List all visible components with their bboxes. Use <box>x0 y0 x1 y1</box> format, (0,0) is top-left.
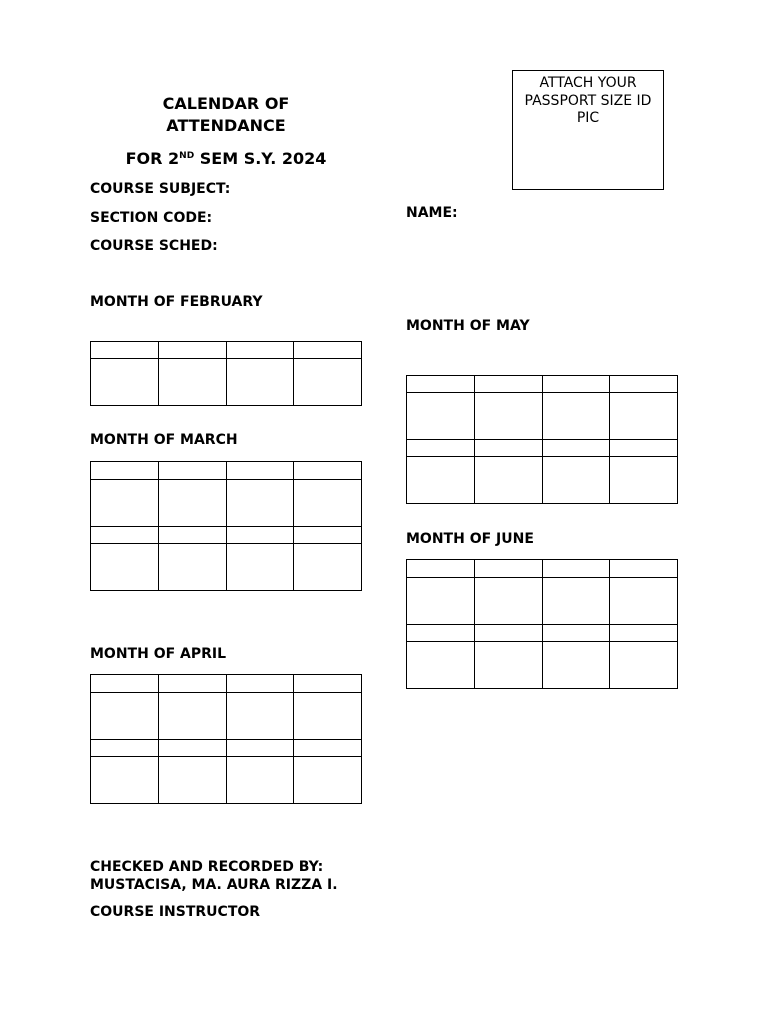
table-cell <box>294 527 362 544</box>
table-cell <box>91 675 159 693</box>
table-cell <box>610 560 678 578</box>
semester-prefix: FOR 2 <box>125 149 180 168</box>
title-line-2: ATTENDANCE <box>166 116 286 135</box>
table-cell <box>474 393 542 440</box>
table-cell <box>407 578 475 625</box>
table-cell <box>294 462 362 480</box>
table-cell <box>226 757 294 804</box>
table-cell <box>158 359 226 406</box>
table-cell <box>226 693 294 740</box>
table-cell <box>91 342 159 359</box>
march-calendar-table <box>90 461 362 591</box>
table-cell <box>542 642 610 689</box>
photo-box-line-2: PASSPORT SIZE ID <box>524 92 652 109</box>
table-cell <box>91 693 159 740</box>
february-calendar-table <box>90 341 362 406</box>
table-cell <box>610 440 678 457</box>
month-april-heading: MONTH OF APRIL <box>90 646 227 662</box>
table-cell <box>474 440 542 457</box>
table-cell <box>158 693 226 740</box>
table-cell <box>474 376 542 393</box>
table-cell <box>158 462 226 480</box>
table-cell <box>226 342 294 359</box>
table-cell <box>407 440 475 457</box>
table-cell <box>474 642 542 689</box>
table-cell <box>158 342 226 359</box>
table-cell <box>294 757 362 804</box>
table-cell <box>610 393 678 440</box>
table-cell <box>91 757 159 804</box>
table-cell <box>542 560 610 578</box>
table-cell <box>226 675 294 693</box>
may-calendar-table <box>406 375 678 504</box>
table-cell <box>158 544 226 591</box>
semester-rest: SEM S.Y. 2024 <box>194 149 327 168</box>
table-cell <box>474 578 542 625</box>
table-cell <box>294 342 362 359</box>
table-cell <box>294 359 362 406</box>
photo-box-line-1: ATTACH YOUR <box>539 75 637 91</box>
photo-box-line-3: PIC <box>576 110 600 126</box>
table-cell <box>226 480 294 527</box>
june-calendar-table <box>406 559 678 689</box>
table-cell <box>226 740 294 757</box>
section-code-label: SECTION CODE: <box>90 210 213 226</box>
table-cell <box>542 440 610 457</box>
table-cell <box>474 457 542 504</box>
table-cell <box>294 480 362 527</box>
table-cell <box>542 457 610 504</box>
table-cell <box>158 740 226 757</box>
table-cell <box>474 625 542 642</box>
month-may-heading: MONTH OF MAY <box>406 318 530 334</box>
table-cell <box>542 393 610 440</box>
table-cell <box>226 462 294 480</box>
april-calendar-table <box>90 674 362 804</box>
table-cell <box>407 625 475 642</box>
title-line-1: CALENDAR OF <box>162 94 290 113</box>
table-cell <box>91 359 159 406</box>
table-cell <box>542 578 610 625</box>
checked-by-label: CHECKED AND RECORDED BY: <box>90 859 324 875</box>
table-cell <box>610 625 678 642</box>
month-march-heading: MONTH OF MARCH <box>90 432 238 448</box>
table-cell <box>294 675 362 693</box>
table-cell <box>158 675 226 693</box>
table-cell <box>158 480 226 527</box>
table-cell <box>407 642 475 689</box>
table-cell <box>407 560 475 578</box>
table-cell <box>158 757 226 804</box>
month-june-heading: MONTH OF JUNE <box>406 531 534 547</box>
table-cell <box>407 457 475 504</box>
instructor-role: COURSE INSTRUCTOR <box>90 904 261 920</box>
name-label: NAME: <box>406 205 458 221</box>
table-cell <box>474 560 542 578</box>
table-cell <box>91 462 159 480</box>
table-cell <box>226 544 294 591</box>
table-cell <box>407 393 475 440</box>
id-photo-box <box>512 70 664 190</box>
table-cell <box>91 527 159 544</box>
table-cell <box>610 376 678 393</box>
table-cell <box>226 359 294 406</box>
table-cell <box>226 527 294 544</box>
table-cell <box>294 544 362 591</box>
semester-title <box>86 148 366 170</box>
table-cell <box>542 376 610 393</box>
table-cell <box>91 544 159 591</box>
table-cell <box>542 625 610 642</box>
course-subject-label: COURSE SUBJECT: <box>90 181 231 197</box>
table-cell <box>294 740 362 757</box>
table-cell <box>610 578 678 625</box>
table-cell <box>407 376 475 393</box>
semester-ordinal: ND <box>179 151 195 161</box>
month-february-heading: MONTH OF FEBRUARY <box>90 294 263 310</box>
table-cell <box>610 642 678 689</box>
document-title <box>96 93 356 137</box>
table-cell <box>158 527 226 544</box>
table-cell <box>91 480 159 527</box>
course-sched-label: COURSE SCHED: <box>90 238 218 254</box>
instructor-name: MUSTACISA, MA. AURA RIZZA I. <box>90 877 338 893</box>
table-cell <box>294 693 362 740</box>
table-cell <box>91 740 159 757</box>
table-cell <box>610 457 678 504</box>
